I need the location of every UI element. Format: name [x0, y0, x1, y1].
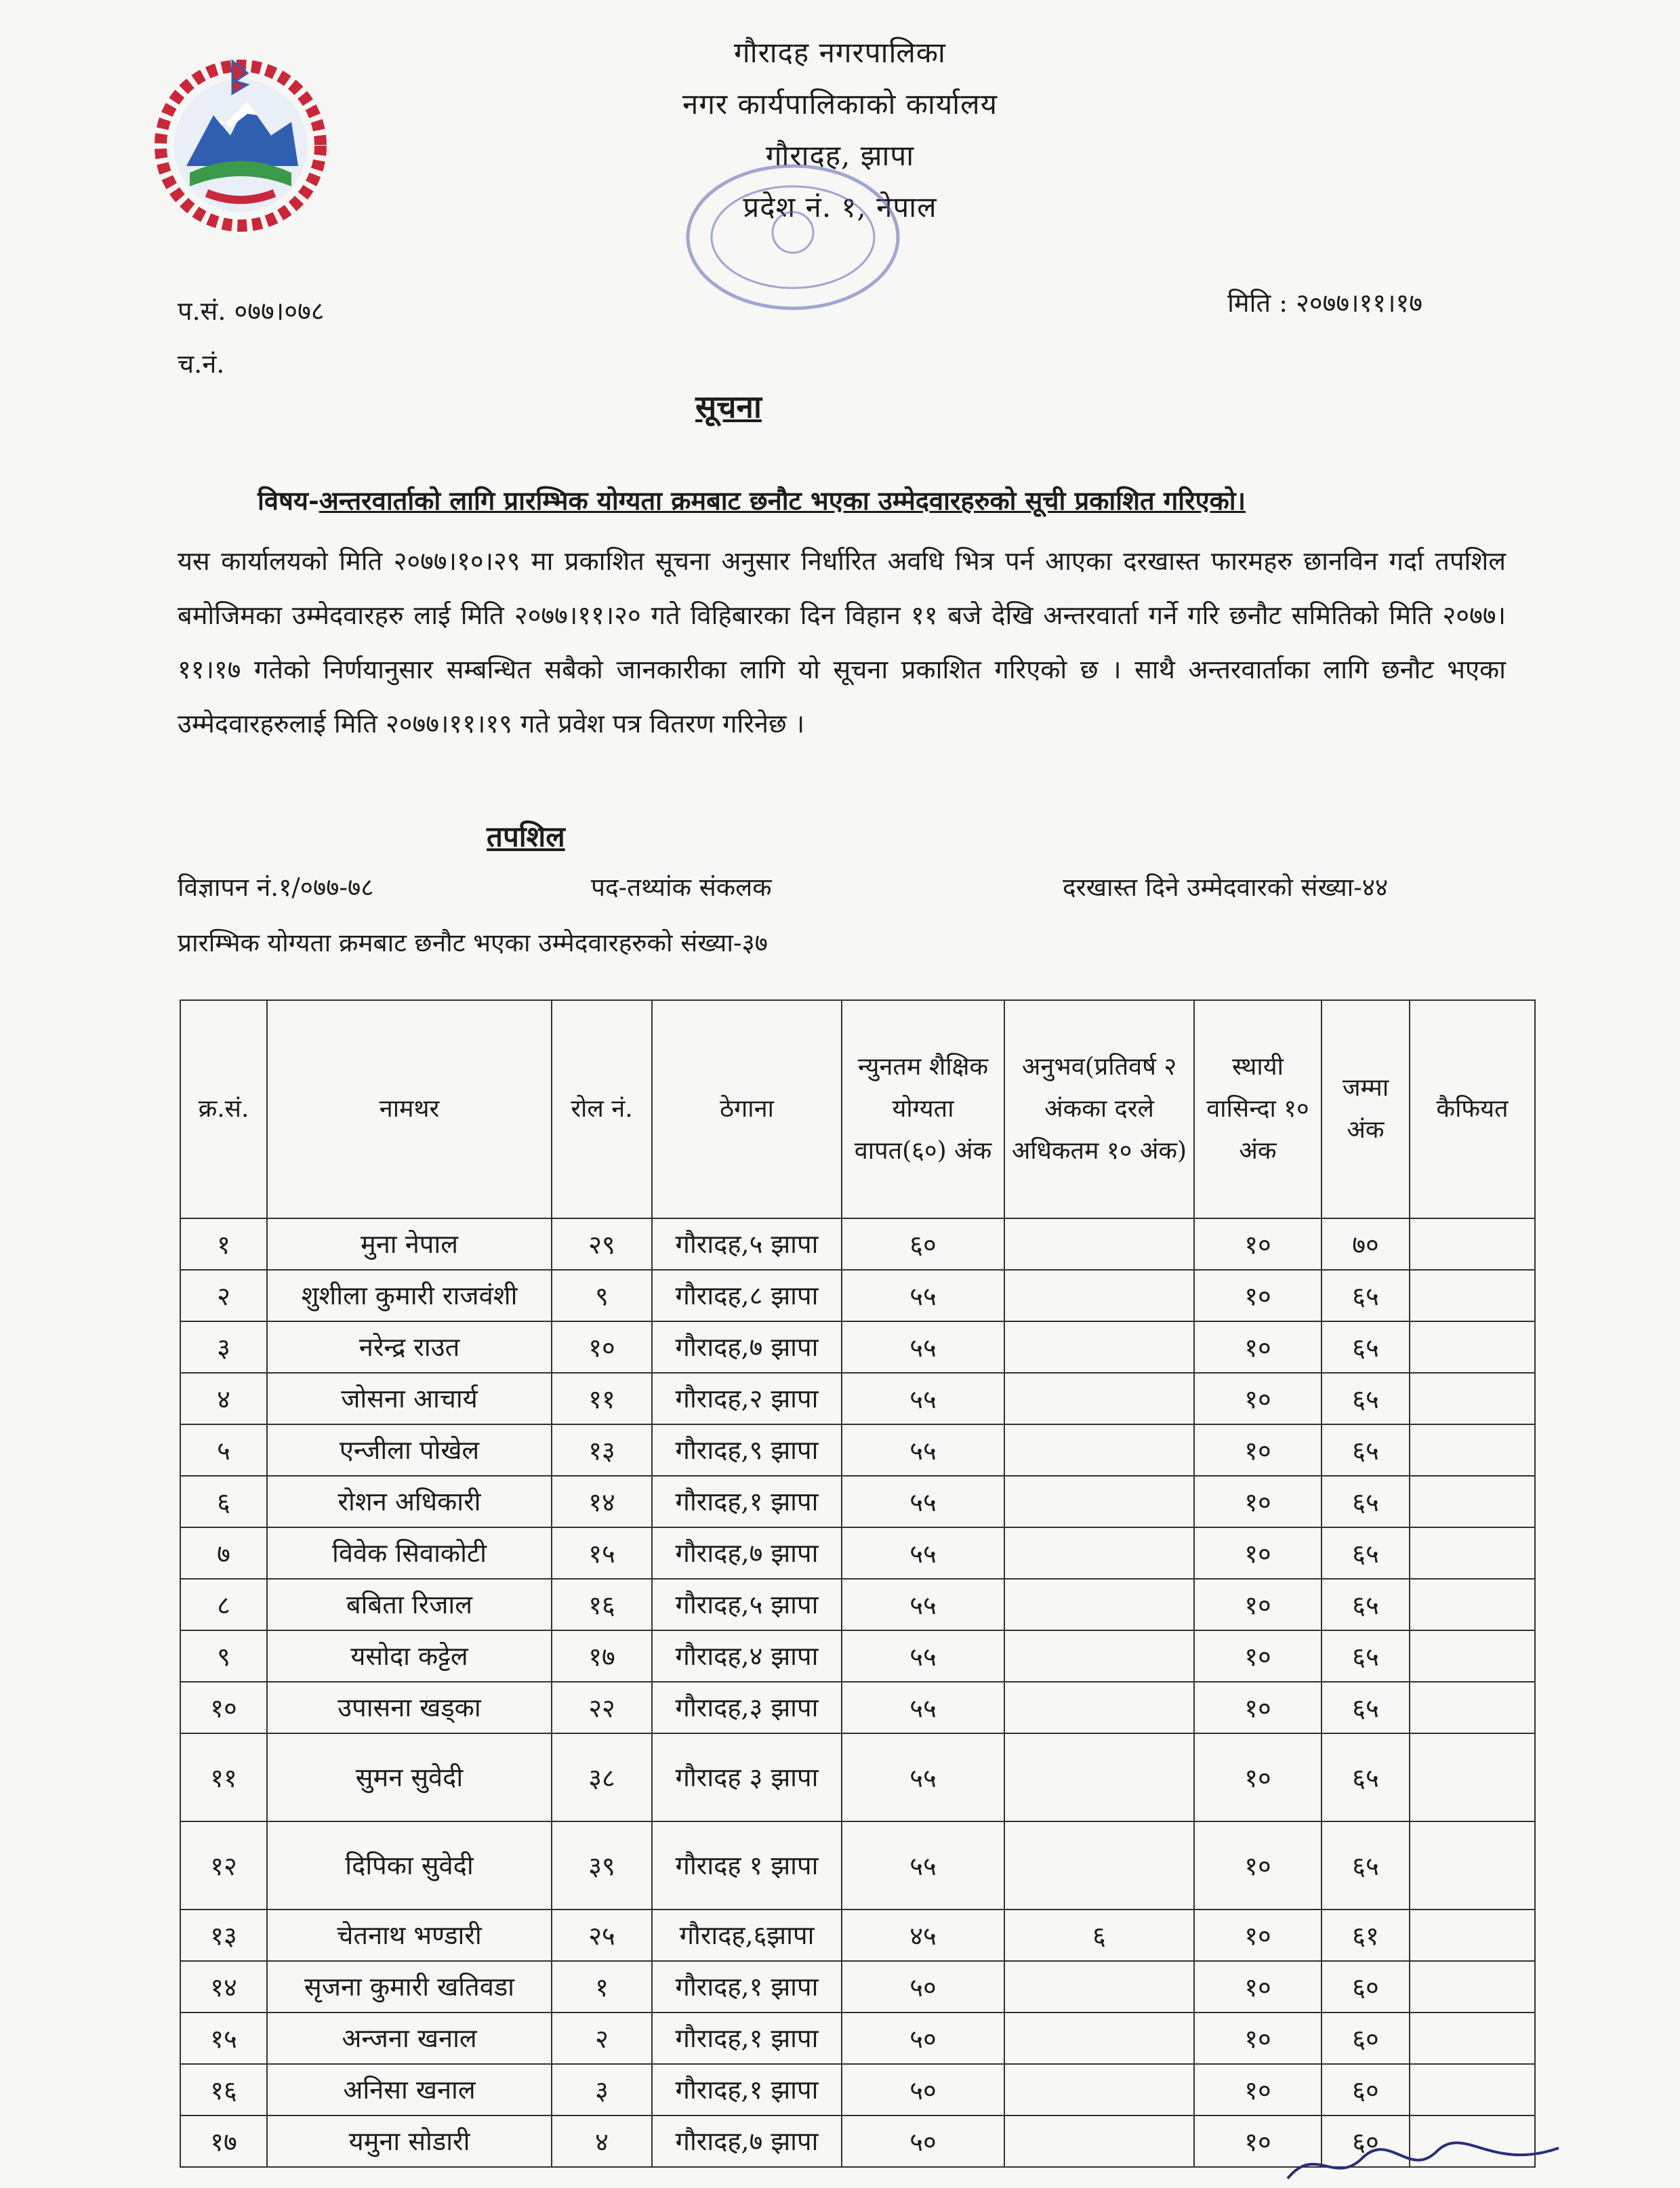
cell-education: ५५: [842, 1733, 1004, 1821]
cell-education: ५५: [842, 1270, 1004, 1321]
cell-sn: १५: [180, 2012, 267, 2064]
cell-roll: १५: [552, 1527, 652, 1579]
cell-residence: १०: [1194, 2012, 1322, 2064]
subject-prefix: विषय-: [258, 485, 319, 516]
table-row: [180, 1961, 1535, 2012]
cell-experience: [1004, 1218, 1194, 1270]
cell-experience: [1004, 1733, 1194, 1821]
cell-remarks: [1410, 1424, 1535, 1476]
cell-address: गौरादह,१ झापा: [652, 2012, 842, 2064]
cell-experience: [1004, 1476, 1194, 1527]
cell-experience: ६: [1004, 1910, 1194, 1961]
cell-residence: १०: [1194, 2064, 1322, 2115]
advertisement-number: विज्ञापन नं.१/०७७-७८: [178, 873, 374, 902]
cell-address: गौरादह,९ झापा: [652, 1424, 842, 1476]
applicant-count: दरखास्त दिने उम्मेदवारको संख्या-४४: [1063, 873, 1389, 902]
cell-name: मुना नेपाल: [267, 1218, 552, 1270]
cell-education: ६०: [842, 1218, 1004, 1270]
cell-sn: २: [180, 1270, 267, 1321]
cell-experience: [1004, 1579, 1194, 1630]
cell-residence: १०: [1194, 2115, 1322, 2167]
cell-sn: ७: [180, 1527, 267, 1579]
letter-number: प.सं. ०७७।०७८: [178, 296, 325, 326]
cell-address: गौरादह,५ झापा: [652, 1218, 842, 1270]
cell-total: ६५: [1322, 1733, 1410, 1821]
cell-roll: २५: [552, 1910, 652, 1961]
cell-sn: १६: [180, 2064, 267, 2115]
cell-total: ६५: [1322, 1373, 1410, 1424]
cell-name: अन्जना खनाल: [267, 2012, 552, 2064]
cell-experience: [1004, 2115, 1194, 2167]
cell-remarks: [1410, 1476, 1535, 1527]
cell-residence: १०: [1194, 1476, 1322, 1527]
cell-residence: १०: [1194, 1682, 1322, 1733]
cell-name: चेतनाथ भण्डारी: [267, 1910, 552, 1961]
cell-residence: १०: [1194, 1821, 1322, 1910]
cell-roll: १३: [552, 1424, 652, 1476]
cell-name: सृजना कुमारी खतिवडा: [267, 1961, 552, 2012]
cell-education: ५५: [842, 1476, 1004, 1527]
cell-total: ६०: [1322, 2012, 1410, 2064]
cell-address: गौरादह,१ झापा: [652, 1961, 842, 2012]
cell-remarks: [1410, 1682, 1535, 1733]
cell-residence: १०: [1194, 1321, 1322, 1373]
cell-sn: १४: [180, 1961, 267, 2012]
cell-total: ६१: [1322, 1910, 1410, 1961]
cell-experience: [1004, 1373, 1194, 1424]
cell-total: ६५: [1322, 1424, 1410, 1476]
cell-roll: २: [552, 2012, 652, 2064]
cell-experience: [1004, 1821, 1194, 1910]
cell-sn: ४: [180, 1373, 267, 1424]
cell-roll: १६: [552, 1579, 652, 1630]
table-row: [180, 1821, 1535, 1910]
cell-sn: १: [180, 1218, 267, 1270]
cell-experience: [1004, 1961, 1194, 2012]
cell-roll: १७: [552, 1630, 652, 1682]
cell-experience: [1004, 1682, 1194, 1733]
notice-date: मिति : २०७७।११।१७: [1227, 288, 1422, 318]
cell-experience: [1004, 1270, 1194, 1321]
cell-total: ६५: [1322, 1579, 1410, 1630]
cell-remarks: [1410, 1527, 1535, 1579]
cell-total: ६०: [1322, 2064, 1410, 2115]
cell-roll: १: [552, 1961, 652, 2012]
header-name: नामथर: [267, 1000, 552, 1218]
header-experience: अनुभव(प्रतिवर्ष २ अंकका दरले अधिकतम १० अंक): [1004, 1000, 1194, 1218]
cell-roll: ३: [552, 2064, 652, 2115]
cell-remarks: [1410, 1579, 1535, 1630]
cell-roll: १०: [552, 1321, 652, 1373]
cell-total: ६५: [1322, 1321, 1410, 1373]
notice-subject: [258, 482, 1246, 518]
cell-remarks: [1410, 1961, 1535, 2012]
table-row: [180, 1373, 1535, 1424]
cell-total: ६५: [1322, 1630, 1410, 1682]
cell-sn: ८: [180, 1579, 267, 1630]
office-location: गौरादह, झापा: [765, 139, 915, 172]
header-remarks: कैफियत: [1410, 1000, 1535, 1218]
cell-address: गौरादह,२ झापा: [652, 1373, 842, 1424]
cell-sn: ९: [180, 1630, 267, 1682]
cell-residence: १०: [1194, 1579, 1322, 1630]
cell-experience: [1004, 1321, 1194, 1373]
cell-name: जोसना आचार्य: [267, 1373, 552, 1424]
cell-address: गौरादह ३ झापा: [652, 1733, 842, 1821]
header-roll: रोल नं.: [552, 1000, 652, 1218]
table-row: [180, 1682, 1535, 1733]
cell-remarks: [1410, 2012, 1535, 2064]
cell-total: ६५: [1322, 1821, 1410, 1910]
cell-remarks: [1410, 1218, 1535, 1270]
cell-address: गौरादह,३ झापा: [652, 1682, 842, 1733]
cell-remarks: [1410, 1910, 1535, 1961]
header-serial: क्र.सं.: [180, 1000, 267, 1218]
table-row: [180, 2012, 1535, 2064]
table-row: [180, 2064, 1535, 2115]
cell-remarks: [1410, 1821, 1535, 1910]
cell-sn: ११: [180, 1733, 267, 1821]
cell-roll: २२: [552, 1682, 652, 1733]
cell-sn: ५: [180, 1424, 267, 1476]
cell-address: गौरादह,७ झापा: [652, 1527, 842, 1579]
cell-sn: ३: [180, 1321, 267, 1373]
cell-name: यसोदा कट्टेल: [267, 1630, 552, 1682]
cell-remarks: [1410, 1733, 1535, 1821]
cell-residence: १०: [1194, 1527, 1322, 1579]
table-row: [180, 1218, 1535, 1270]
cell-total: ६५: [1322, 1527, 1410, 1579]
cell-name: विवेक सिवाकोटी: [267, 1527, 552, 1579]
cell-education: ५०: [842, 2064, 1004, 2115]
cell-roll: ४: [552, 2115, 652, 2167]
cell-remarks: [1410, 2064, 1535, 2115]
cell-residence: १०: [1194, 1218, 1322, 1270]
cell-name: दिपिका सुवेदी: [267, 1821, 552, 1910]
cell-name: यमुना सोडारी: [267, 2115, 552, 2167]
cell-name: शुशीला कुमारी राजवंशी: [267, 1270, 552, 1321]
post-name: पद-तथ्यांक संकलक: [591, 873, 772, 902]
cell-name: सुमन सुवेदी: [267, 1733, 552, 1821]
cell-name: अनिसा खनाल: [267, 2064, 552, 2115]
cell-name: नरेन्द्र राउत: [267, 1321, 552, 1373]
cell-address: गौरादह,७ झापा: [652, 1321, 842, 1373]
cell-address: गौरादह,१ झापा: [652, 1476, 842, 1527]
details-heading: तपशिल: [487, 820, 565, 853]
cell-remarks: [1410, 1373, 1535, 1424]
cell-name: उपासना खड्का: [267, 1682, 552, 1733]
cell-residence: १०: [1194, 1270, 1322, 1321]
cell-roll: ३८: [552, 1733, 652, 1821]
cell-experience: [1004, 1527, 1194, 1579]
cell-education: ५५: [842, 1373, 1004, 1424]
cell-address: गौरादह १ झापा: [652, 1821, 842, 1910]
cell-address: गौरादह,४ झापा: [652, 1630, 842, 1682]
table-row: [180, 1579, 1535, 1630]
cell-education: ५०: [842, 2012, 1004, 2064]
results-table: [180, 999, 1536, 2168]
cell-remarks: [1410, 1321, 1535, 1373]
cell-sn: १३: [180, 1910, 267, 1961]
subject-text: अन्तरवार्ताको लागि प्रारम्भिक योग्यता क्रमबाट छनौट भएका उम्मेदवारहरुको सूची प्रकाशित गरिएको।: [319, 485, 1246, 516]
cell-education: ५५: [842, 1321, 1004, 1373]
notice-title: सूचना: [695, 388, 762, 425]
cell-roll: २९: [552, 1218, 652, 1270]
header-education: न्युनतम शैक्षिक योग्यता वापत(६०) अंक: [842, 1000, 1004, 1218]
cell-roll: ११: [552, 1373, 652, 1424]
cell-residence: १०: [1194, 1630, 1322, 1682]
province-name: प्रदेश नं. १, नेपाल: [743, 190, 937, 224]
table-row: [180, 1321, 1535, 1373]
cell-sn: ६: [180, 1476, 267, 1527]
cell-sn: १०: [180, 1682, 267, 1733]
table-row: [180, 1476, 1535, 1527]
cell-total: ६५: [1322, 1476, 1410, 1527]
cell-experience: [1004, 2012, 1194, 2064]
cell-education: ५५: [842, 1527, 1004, 1579]
table-row: [180, 1424, 1535, 1476]
cell-education: ५०: [842, 2115, 1004, 2167]
cell-residence: १०: [1194, 1733, 1322, 1821]
cell-education: ५५: [842, 1579, 1004, 1630]
table-row: [180, 1733, 1535, 1821]
table-row: [180, 1630, 1535, 1682]
header-address: ठेगाना: [652, 1000, 842, 1218]
cell-sn: १७: [180, 2115, 267, 2167]
cell-experience: [1004, 1424, 1194, 1476]
cell-roll: १४: [552, 1476, 652, 1527]
notice-body: यस कार्यालयको मिति २०७७।१०।२९ मा प्रकाशित सूचना अनुसार निर्धारित अवधि भित्र पर्न आएका दरखास्त फारमहरु छानविन गर्दा तपशिल बमोजिमका उम्मेदवारहरु लाई मिति २०७७।११।२० गते विहिबारका दिन विहान ११ बजे देखि अन्तरवार्ता गर्ने गरि छनौट समितिको मिति २०७७।११।१७ गतेको निर्णयानुसार सम्बन्धित सबैको जानकारीका लागि यो सूचना प्रकाशित गरिएको छ । साथै अन्तरवार्ताका लागि छनौट भएका उम्मेदवारहरुलाई मिति २०७७।११।१९ गते प्रवेश पत्र वितरण गरिनेछ ।: [178, 546, 1506, 739]
cell-remarks: [1410, 1630, 1535, 1682]
cell-roll: ३९: [552, 1821, 652, 1910]
cell-residence: १०: [1194, 1961, 1322, 2012]
table-row: [180, 1270, 1535, 1321]
reference-block: [178, 285, 324, 390]
cell-education: ५५: [842, 1630, 1004, 1682]
cell-education: ५५: [842, 1821, 1004, 1910]
cell-experience: [1004, 2064, 1194, 2115]
cell-residence: १०: [1194, 1424, 1322, 1476]
cell-address: गौरादह,७ झापा: [652, 2115, 842, 2167]
cell-name: बबिता रिजाल: [267, 1579, 552, 1630]
cell-address: गौरादह,६झापा: [652, 1910, 842, 1961]
table-row: [180, 1527, 1535, 1579]
dispatch-number: च.नं.: [178, 349, 225, 379]
cell-experience: [1004, 1630, 1194, 1682]
cell-total: ७०: [1322, 1218, 1410, 1270]
cell-total: ६०: [1322, 1961, 1410, 2012]
cell-education: ५५: [842, 1682, 1004, 1733]
header-residence: स्थायी वासिन्दा १० अंक: [1194, 1000, 1322, 1218]
cell-sn: १२: [180, 1821, 267, 1910]
cell-education: ४५: [842, 1910, 1004, 1961]
cell-name: रोशन अधिकारी: [267, 1476, 552, 1527]
cell-address: गौरादह,५ झापा: [652, 1579, 842, 1630]
cell-education: ५५: [842, 1424, 1004, 1476]
cell-total: ६५: [1322, 1270, 1410, 1321]
cell-residence: १०: [1194, 1910, 1322, 1961]
cell-address: गौरादह,८ झापा: [652, 1270, 842, 1321]
municipality-name: गौरादह नगरपालिका: [734, 36, 946, 69]
cell-name: एन्जीला पोखेल: [267, 1424, 552, 1476]
cell-address: गौरादह,१ झापा: [652, 2064, 842, 2115]
table-header-row: [180, 1000, 1535, 1218]
cell-total: ६५: [1322, 1682, 1410, 1733]
cell-roll: ९: [552, 1270, 652, 1321]
header-total: जम्मा अंक: [1322, 1000, 1410, 1218]
office-name: नगर कार्यपालिकाको कार्यालय: [682, 87, 998, 121]
office-stamp-icon: [678, 152, 908, 322]
cell-residence: १०: [1194, 1373, 1322, 1424]
cell-total: ६०: [1322, 2115, 1410, 2167]
table-row: [180, 1910, 1535, 1961]
signature-mark-icon: [1274, 2138, 1572, 2188]
shortlisted-count: प्रारम्भिक योग्यता क्रमबाट छनौट भएका उम्मेदवारहरुको संख्या-३७: [178, 928, 768, 957]
cell-education: ५०: [842, 1961, 1004, 2012]
cell-remarks: [1410, 1270, 1535, 1321]
